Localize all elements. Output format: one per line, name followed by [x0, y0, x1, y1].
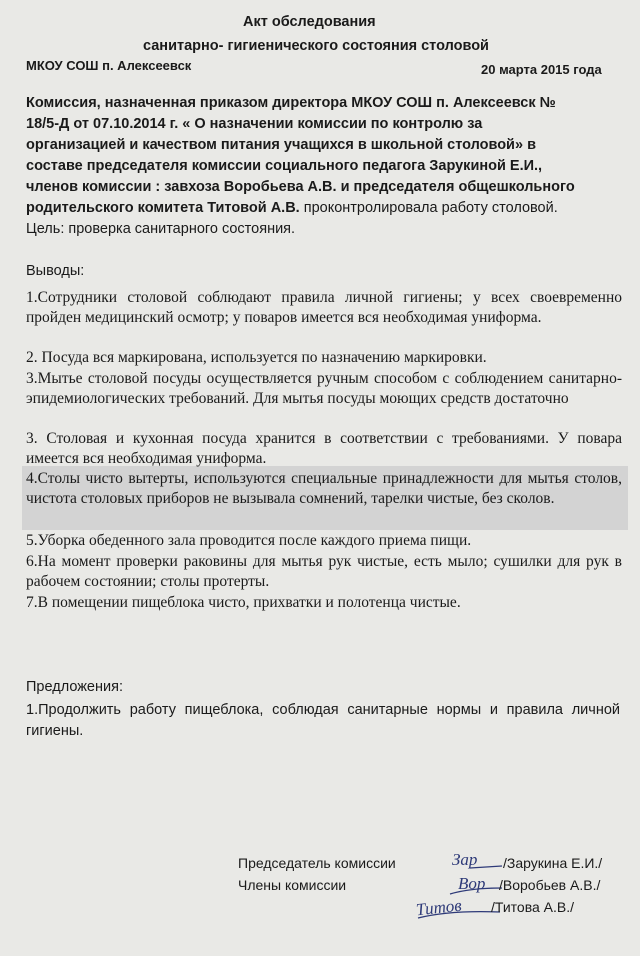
- intro-line: [26, 198, 558, 219]
- chair-label: Председатель комиссии: [238, 855, 396, 871]
- document-title: Акт обследования: [243, 14, 376, 30]
- signer-name-member-2: /Титова А.В./: [491, 899, 574, 915]
- members-label: Члены комиссии: [238, 877, 347, 893]
- intro-line: составе председателя комиссии социального педагога Зарукиной Е.И.,: [26, 158, 543, 174]
- intro-line: членов комиссии : завхоза Воробьева А.В. и председателя общешкольного: [26, 179, 575, 195]
- conclusion-item: 6.На момент проверки раковины для мытья рук чистые, есть мыло; сушилки для рук в рабочем состоянии; столы протерты.: [26, 553, 622, 590]
- conclusion-item: 2. Посуда вся маркирована, используется по назначению маркировки.: [26, 349, 487, 366]
- conclusion-item: 4.Столы чисто вытерты, используются специальные принадлежности для мытья столов, чистота столовых приборов не вызывала сомнений, тарелки чистые, без сколов.: [26, 470, 622, 507]
- intro-line-bold: родительского комитета Титовой А.В.: [26, 200, 300, 216]
- signature-member-1: Вор: [458, 874, 486, 893]
- conclusion-item: 3.Мытье столовой посуды осуществляется ручным способом с соблюдением санитарно-эпидемиологических требований. Для мытья посуды моющих средств достаточно: [26, 370, 622, 407]
- conclusion-item: 1.Сотрудники столовой соблюдают правила личной гигиены; у всех своевременно пройден медицинский осмотр; у поваров имеется вся необходимая униформа.: [26, 289, 622, 326]
- signature-member-2: Титов: [415, 895, 463, 920]
- school-name: МКОУ СОШ п. Алексеевск: [26, 58, 192, 73]
- signer-name-chair: /Зарукина Е.И./: [503, 855, 603, 871]
- proposals-heading: Предложения:: [26, 679, 123, 695]
- intro-line: Комиссия, назначенная приказом директора МКОУ СОШ п. Алексеевск №: [26, 95, 556, 111]
- signer-name-member-1: /Воробьев А.В./: [499, 877, 601, 893]
- intro-line: организацией и качеством питания учащихся в школьной столовой» в: [26, 137, 536, 153]
- intro-line-rest: проконтролировала работу столовой.: [299, 200, 558, 216]
- conclusion-item: 5.Уборка обеденного зала проводится после каждого приема пищи.: [26, 532, 472, 549]
- conclusion-item: 3. Столовая и кухонная посуда хранится в соответствии с требованиями. У повара имеется вся необходимая униформа.: [26, 430, 622, 467]
- proposal-item: 1.Продолжить работу пищеблока, соблюдая санитарные нормы и правила личной гигиены.: [26, 702, 620, 739]
- conclusion-item: 7.В помещении пищеблока чисто, прихватки и полотенца чистые.: [26, 594, 461, 611]
- signature-chair: Зар: [452, 850, 478, 869]
- intro-line: 18/5-Д от 07.10.2014 г. « О назначении комиссии по контролю за: [26, 116, 483, 132]
- document-date: 20 марта 2015 года: [481, 62, 602, 77]
- conclusions-heading: Выводы:: [26, 263, 85, 279]
- document-subtitle: санитарно- гигиенического состояния столовой: [143, 38, 489, 54]
- purpose-line: Цель: проверка санитарного состояния.: [26, 221, 296, 237]
- signature-strokes: [410, 848, 510, 928]
